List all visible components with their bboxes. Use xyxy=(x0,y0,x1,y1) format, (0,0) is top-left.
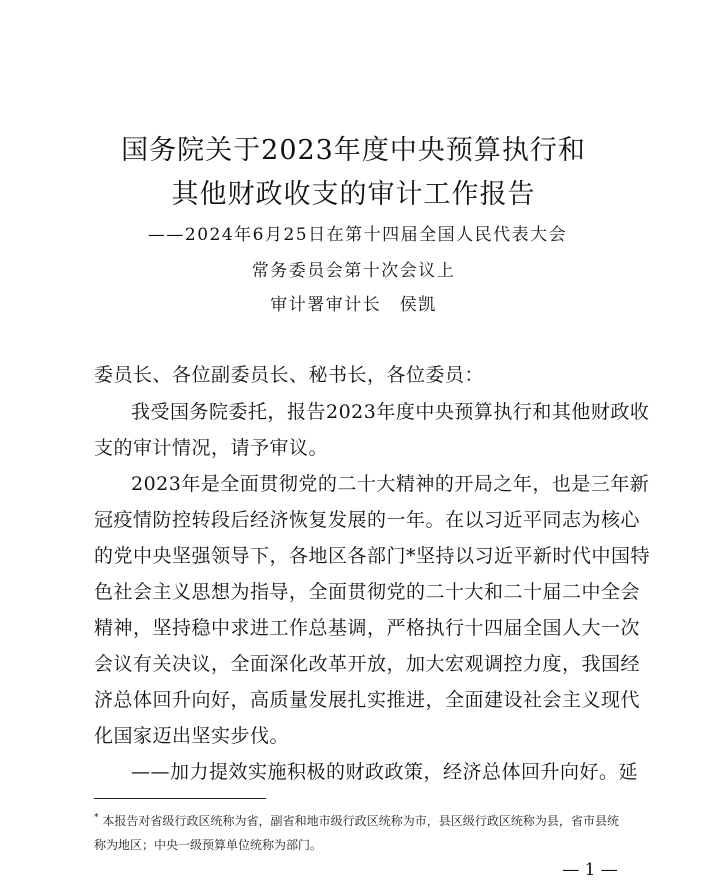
footnote-marker: * xyxy=(94,813,99,823)
paragraph-1-line-1: 我受国务院委托，报告2023年度中央预算执行和其他财政收 xyxy=(131,401,650,423)
report-author-line: 审计署审计长 侯凯 xyxy=(270,295,437,315)
report-title-line-2: 其他财政收支的审计工作报告 xyxy=(171,179,536,210)
report-subtitle-meeting-line: 常务委员会第十次会议上 xyxy=(251,261,456,281)
paragraph-2-line-6: 会议有关决议，全面深化改革开放，加大宏观调控力度，我国经 xyxy=(94,653,641,675)
footnote-text-1: 本报告对省级行政区统称为省，副省和地市级行政区统称为市，县区级行政区统称为县，省市县统 xyxy=(102,814,619,828)
report-title-line-1: 国务院关于2023年度中央预算执行和 xyxy=(121,135,586,166)
paragraph-1-line-2: 支的审计情况，请予审议。 xyxy=(94,437,329,459)
footnote-line-2: 称为地区；中央一级预算单位统称为部门。 xyxy=(94,838,323,852)
paragraph-2-line-7: 济总体回升向好，高质量发展扎实推进，全面建设社会主义现代 xyxy=(94,689,641,711)
paragraph-2-line-2: 冠疫情防控转段后经济恢复发展的一年。在以习近平同志为核心 xyxy=(94,509,641,531)
salutation: 委员长、各位副委员长、秘书长，各位委员： xyxy=(94,364,485,386)
paragraph-2-line-8: 化国家迈出坚实步伐。 xyxy=(94,725,290,747)
paragraph-3-line-1: ——加力提效实施积极的财政政策，经济总体回升向好。延 xyxy=(131,761,639,783)
paragraph-2-line-3: 的党中央坚强领导下，各地区各部门*坚持以习近平新时代中国特 xyxy=(94,545,651,567)
report-subtitle-date-line: ——2024年6月25日在第十四届全国人民代表大会 xyxy=(147,225,568,245)
page-number: — 1 — xyxy=(562,860,618,880)
footnote-separator xyxy=(94,798,266,799)
footnote-line-1 xyxy=(94,812,619,829)
paragraph-2-line-5: 精神，坚持稳中求进工作总基调，严格执行十四届全国人大一次 xyxy=(94,617,641,639)
paragraph-2-line-1: 2023年是全面贯彻党的二十大精神的开局之年，也是三年新 xyxy=(131,473,650,495)
paragraph-2-line-4: 色社会主义思想为指导，全面贯彻党的二十大和二十届二中全会 xyxy=(94,581,641,603)
